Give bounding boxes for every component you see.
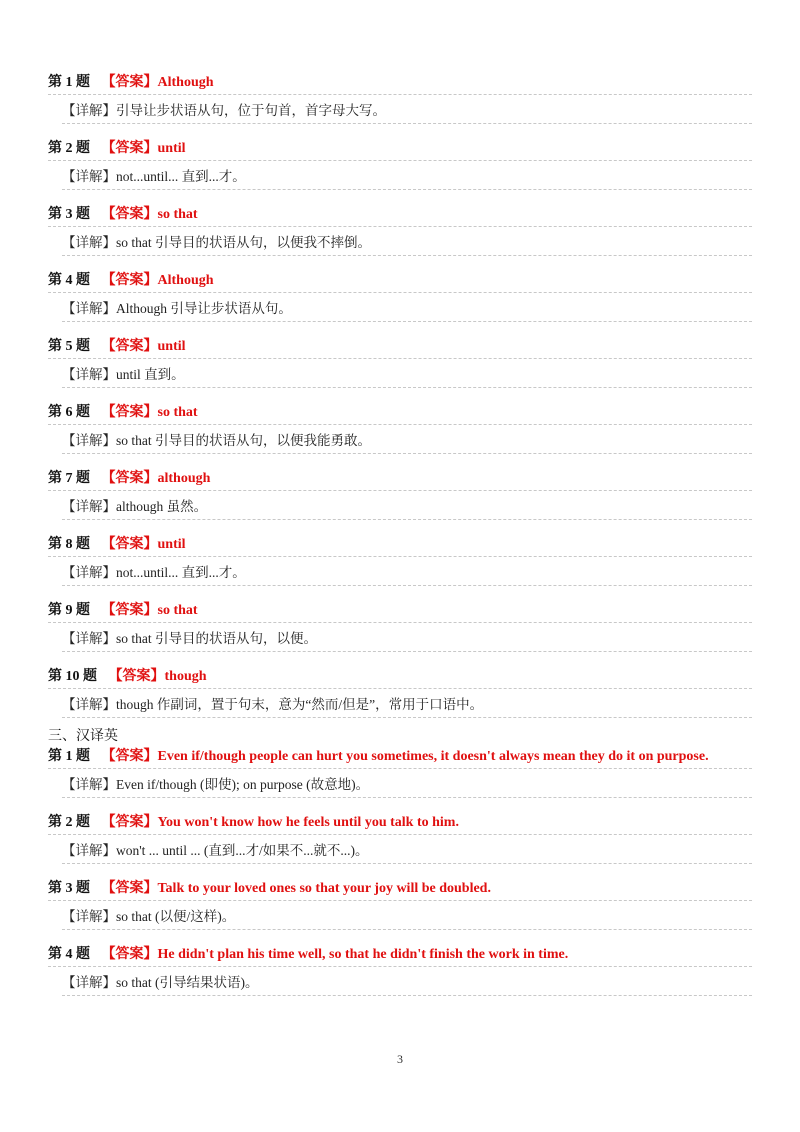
answer-text: until bbox=[157, 141, 186, 156]
question-number: 第 1 题 bbox=[48, 749, 90, 764]
detail-explanation: 【详解】so that 引导目的状语从句，以便我能勇敢。 bbox=[62, 429, 752, 454]
question-item bbox=[48, 600, 752, 652]
detail-explanation: 【详解】Although 引导让步状语从句。 bbox=[62, 297, 752, 322]
answer-tag: 【答案】 bbox=[108, 669, 165, 684]
section-title: 三、汉译英 bbox=[48, 729, 118, 744]
detail-explanation: 【详解】Even if/though (即使); on purpose (故意地)。 bbox=[62, 773, 752, 798]
answer-text: although bbox=[157, 471, 211, 486]
answer-text: until bbox=[157, 537, 186, 552]
answer-text: so that bbox=[157, 207, 198, 222]
question-line bbox=[48, 812, 752, 835]
question-item bbox=[48, 944, 752, 996]
answer-tag: 【答案】 bbox=[101, 603, 158, 618]
question-item bbox=[48, 534, 752, 586]
question-line bbox=[48, 204, 752, 227]
answer-text: Even if/though people can hurt you sometimes, it doesn't always mean they do it on purpose. bbox=[157, 749, 709, 764]
question-number: 第 10 题 bbox=[48, 669, 97, 684]
detail-explanation: 【详解】so that (引导结果状语)。 bbox=[62, 971, 752, 996]
question-item bbox=[48, 402, 752, 454]
answer-text: until bbox=[157, 339, 186, 354]
question-line bbox=[48, 878, 752, 901]
question-item bbox=[48, 336, 752, 388]
detail-explanation: 【详解】although 虽然。 bbox=[62, 495, 752, 520]
answer-tag: 【答案】 bbox=[101, 537, 158, 552]
question-number: 第 9 题 bbox=[48, 603, 90, 618]
question-line bbox=[48, 270, 752, 293]
question-line bbox=[48, 746, 752, 769]
answer-tag: 【答案】 bbox=[101, 405, 158, 420]
question-number: 第 2 题 bbox=[48, 815, 90, 830]
question-number: 第 4 题 bbox=[48, 273, 90, 288]
question-line bbox=[48, 944, 752, 967]
answer-tag: 【答案】 bbox=[101, 471, 158, 486]
question-line bbox=[48, 468, 752, 491]
detail-explanation: 【详解】引导让步状语从句，位于句首，首字母大写。 bbox=[62, 99, 752, 124]
question-item bbox=[48, 468, 752, 520]
answer-text: You won't know how he feels until you talk to him. bbox=[157, 815, 459, 830]
question-number: 第 5 题 bbox=[48, 339, 90, 354]
answer-text: though bbox=[164, 669, 207, 684]
answer-tag: 【答案】 bbox=[101, 339, 158, 354]
answer-tag: 【答案】 bbox=[101, 881, 158, 896]
detail-explanation: 【详解】so that (以便/这样)。 bbox=[62, 905, 752, 930]
question-item bbox=[48, 138, 752, 190]
question-line bbox=[48, 72, 752, 95]
question-line bbox=[48, 402, 752, 425]
question-line bbox=[48, 336, 752, 359]
detail-explanation: 【详解】won't ... until ... (直到...才/如果不...就不...)。 bbox=[62, 839, 752, 864]
detail-explanation: 【详解】so that 引导目的状语从句，以便我不摔倒。 bbox=[62, 231, 752, 256]
answer-text: Although bbox=[157, 273, 214, 288]
question-number: 第 4 题 bbox=[48, 947, 90, 962]
fill-in-answers bbox=[48, 72, 752, 718]
question-line bbox=[48, 534, 752, 557]
answer-text: Although bbox=[157, 75, 214, 90]
question-number: 第 3 题 bbox=[48, 207, 90, 222]
question-number: 第 6 题 bbox=[48, 405, 90, 420]
answer-tag: 【答案】 bbox=[101, 141, 158, 156]
question-item bbox=[48, 204, 752, 256]
question-number: 第 2 题 bbox=[48, 141, 90, 156]
detail-explanation: 【详解】so that 引导目的状语从句，以便。 bbox=[62, 627, 752, 652]
question-item bbox=[48, 72, 752, 124]
question-item bbox=[48, 746, 752, 798]
answer-tag: 【答案】 bbox=[101, 815, 158, 830]
answer-tag: 【答案】 bbox=[101, 749, 158, 764]
question-number: 第 8 题 bbox=[48, 537, 90, 552]
translation-answers bbox=[48, 746, 752, 996]
question-line bbox=[48, 666, 752, 689]
answer-text: so that bbox=[157, 405, 198, 420]
question-number: 第 7 题 bbox=[48, 471, 90, 486]
detail-explanation: 【详解】not...until... 直到...才。 bbox=[62, 165, 752, 190]
answer-tag: 【答案】 bbox=[101, 947, 158, 962]
question-item bbox=[48, 270, 752, 322]
question-number: 第 1 题 bbox=[48, 75, 90, 90]
detail-explanation: 【详解】though 作副词，置于句末，意为“然而/但是”，常用于口语中。 bbox=[62, 693, 752, 718]
question-line bbox=[48, 138, 752, 161]
page-number: 3 bbox=[397, 1052, 403, 1066]
answer-text: He didn't plan his time well, so that he didn't finish the work in time. bbox=[157, 947, 569, 962]
detail-explanation: 【详解】not...until... 直到...才。 bbox=[62, 561, 752, 586]
detail-explanation: 【详解】until 直到。 bbox=[62, 363, 752, 388]
answer-text: Talk to your loved ones so that your joy will be doubled. bbox=[157, 881, 491, 896]
answer-sheet bbox=[48, 72, 752, 996]
answer-tag: 【答案】 bbox=[101, 207, 158, 222]
question-item bbox=[48, 878, 752, 930]
answer-text: so that bbox=[157, 603, 198, 618]
answer-tag: 【答案】 bbox=[101, 75, 158, 90]
question-number: 第 3 题 bbox=[48, 881, 90, 896]
question-item bbox=[48, 666, 752, 718]
question-item bbox=[48, 812, 752, 864]
question-line bbox=[48, 600, 752, 623]
answer-tag: 【答案】 bbox=[101, 273, 158, 288]
